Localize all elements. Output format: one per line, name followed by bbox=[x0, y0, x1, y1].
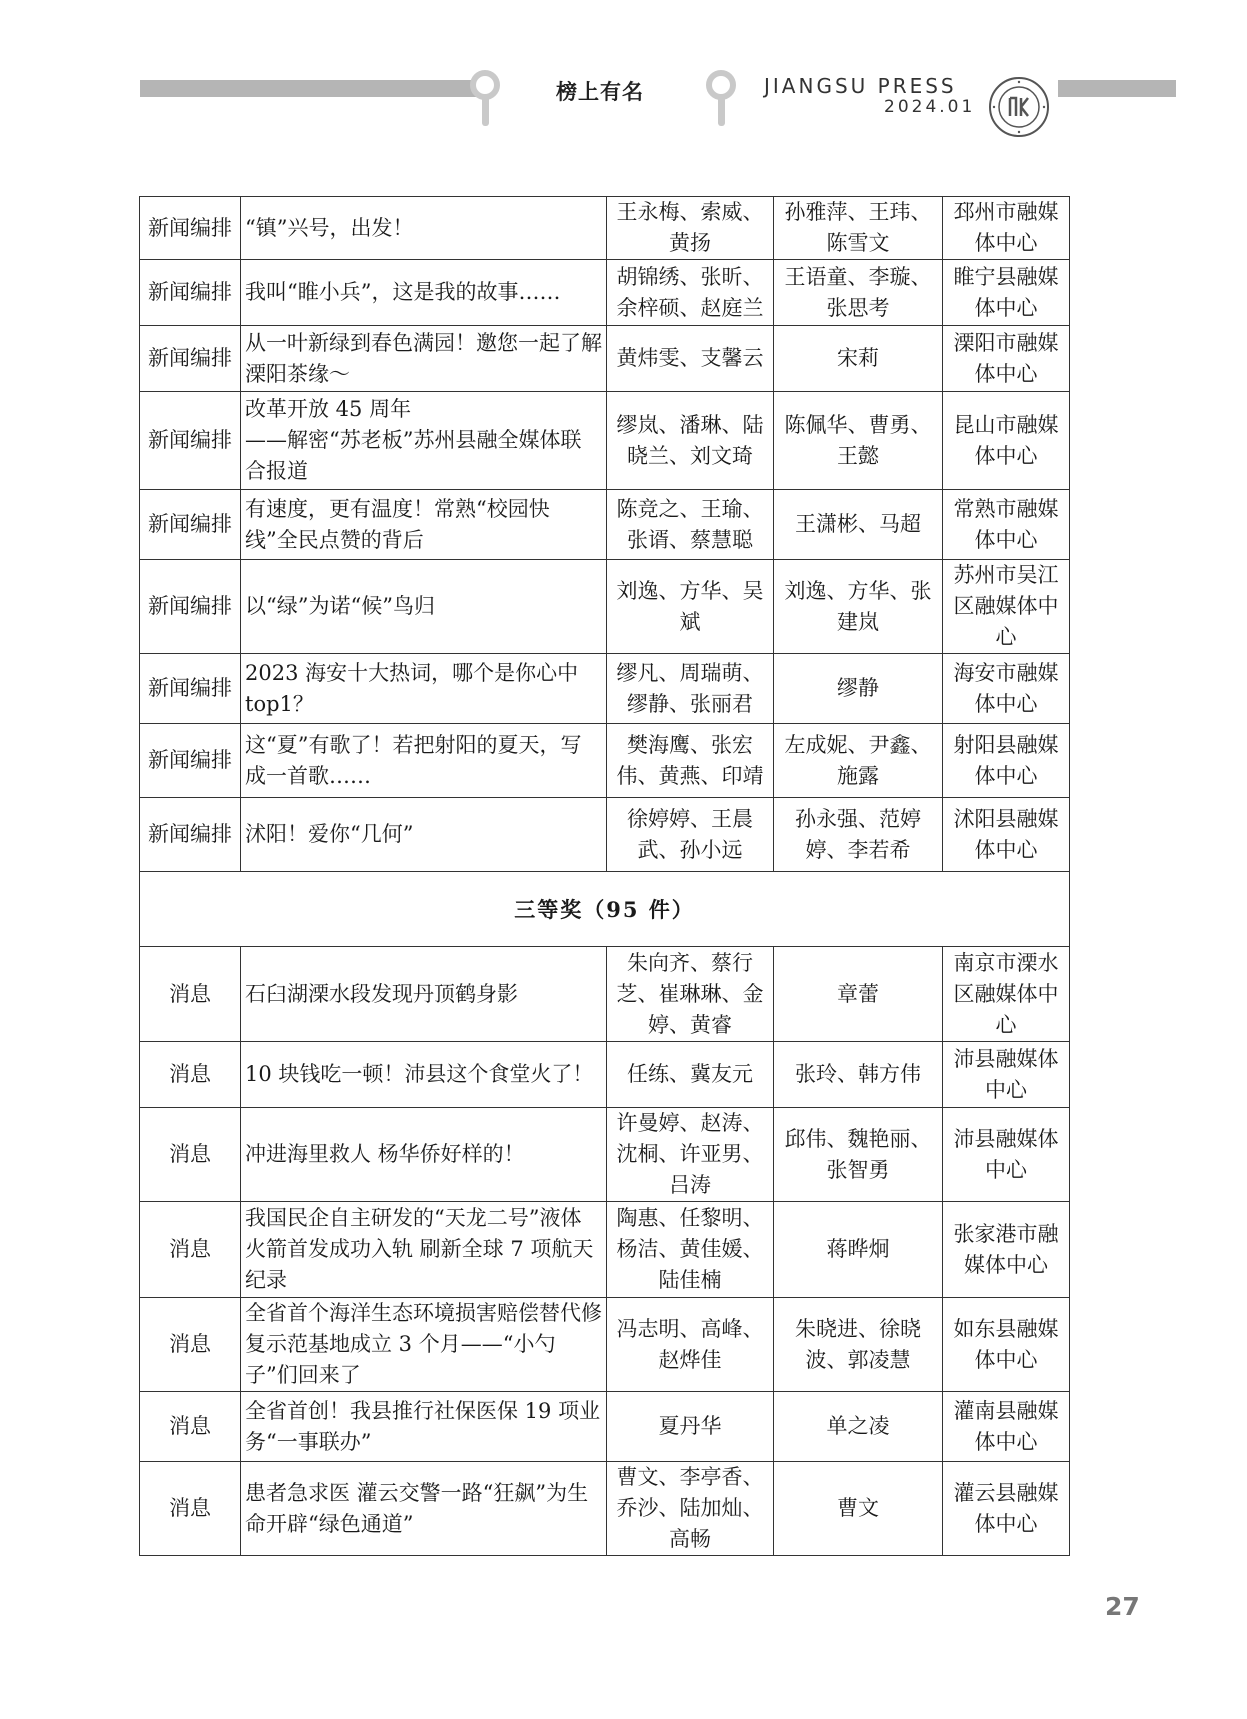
table-row bbox=[140, 1042, 1070, 1108]
cell-unit: 如东县融媒体中心 bbox=[943, 1298, 1070, 1392]
table-row bbox=[140, 1462, 1070, 1556]
awards-table-bottom bbox=[140, 947, 1070, 1556]
awards-table-top bbox=[140, 197, 1070, 872]
header-rule-right bbox=[1058, 80, 1176, 97]
awards-table bbox=[139, 196, 1070, 1556]
cell-title: 全省首创！我县推行社保医保 19 项业务“一事联办” bbox=[241, 1392, 607, 1462]
cell-category: 新闻编排 bbox=[140, 392, 241, 490]
cell-authors: 夏丹华 bbox=[607, 1392, 774, 1462]
cell-title: 从一叶新绿到春色满园！邀您一起了解溧阳茶缘～ bbox=[241, 326, 607, 392]
cell-authors: 陈竞之、王瑜、张谞、蔡慧聪 bbox=[607, 490, 774, 560]
cell-title: 患者急求医 灌云交警一路“狂飙”为生命开辟“绿色通道” bbox=[241, 1462, 607, 1556]
cell-unit: 沭阳县融媒体中心 bbox=[943, 798, 1070, 872]
cell-authors: 刘逸、方华、吴斌 bbox=[607, 560, 774, 654]
issue-date: 2024.01 bbox=[884, 97, 976, 117]
cell-editors: 陈佩华、曹勇、王懿 bbox=[774, 392, 943, 490]
cell-title: 10 块钱吃一顿！沛县这个食堂火了！ bbox=[241, 1042, 607, 1108]
cell-editors: 蒋晔炯 bbox=[774, 1202, 943, 1298]
cell-category: 消息 bbox=[140, 1202, 241, 1298]
section-heading-row bbox=[140, 872, 1070, 947]
cell-editors: 孙雅萍、王玮、陈雪文 bbox=[774, 197, 943, 260]
cell-unit: 射阳县融媒体中心 bbox=[943, 724, 1070, 798]
cell-title: 我国民企自主研发的“天龙二号”液体火箭首发成功入轨 刷新全球 7 项航天纪录 bbox=[241, 1202, 607, 1298]
cell-editors: 王潇彬、马超 bbox=[774, 490, 943, 560]
cell-category: 消息 bbox=[140, 1108, 241, 1202]
cell-category: 消息 bbox=[140, 1042, 241, 1108]
cell-category: 新闻编排 bbox=[140, 197, 241, 260]
cell-category: 新闻编排 bbox=[140, 798, 241, 872]
cell-authors: 樊海鹰、张宏伟、黄燕、印靖 bbox=[607, 724, 774, 798]
cell-authors: 王永梅、索威、黄扬 bbox=[607, 197, 774, 260]
cell-category: 消息 bbox=[140, 1462, 241, 1556]
press-name: JIANGSU PRESS bbox=[764, 74, 957, 98]
cell-unit: 睢宁县融媒体中心 bbox=[943, 260, 1070, 326]
table-row bbox=[140, 197, 1070, 260]
cell-editors: 单之凌 bbox=[774, 1392, 943, 1462]
cell-editors: 宋莉 bbox=[774, 326, 943, 392]
table-row bbox=[140, 560, 1070, 654]
cell-authors: 黄炜雯、支馨云 bbox=[607, 326, 774, 392]
cell-authors: 曹文、李亭香、乔沙、陆加灿、高畅 bbox=[607, 1462, 774, 1556]
cell-authors: 缪凡、周瑞萌、缪静、张丽君 bbox=[607, 654, 774, 724]
cell-unit: 海安市融媒体中心 bbox=[943, 654, 1070, 724]
cell-editors: 章蕾 bbox=[774, 947, 943, 1042]
cell-title: 以“绿”为诺“候”鸟归 bbox=[241, 560, 607, 654]
table-row bbox=[140, 1108, 1070, 1202]
cell-unit: 沛县融媒体中心 bbox=[943, 1042, 1070, 1108]
cell-authors: 朱向齐、蔡行芝、崔琳琳、金婷、黄睿 bbox=[607, 947, 774, 1042]
cell-title: 改革开放 45 周年 ——解密“苏老板”苏州县融全媒体联合报道 bbox=[241, 392, 607, 490]
cell-editors: 缪静 bbox=[774, 654, 943, 724]
pin-icon bbox=[470, 70, 500, 126]
cell-editors: 曹文 bbox=[774, 1462, 943, 1556]
table-row bbox=[140, 654, 1070, 724]
cell-editors: 朱晓进、徐晓波、郭凌慧 bbox=[774, 1298, 943, 1392]
header-rule-left bbox=[140, 80, 480, 97]
cell-title: 2023 海安十大热词，哪个是你心中 top1？ bbox=[241, 654, 607, 724]
cell-title: 我叫“睢小兵”，这是我的故事…… bbox=[241, 260, 607, 326]
cell-editors: 左成妮、尹鑫、施露 bbox=[774, 724, 943, 798]
cell-unit: 溧阳市融媒体中心 bbox=[943, 326, 1070, 392]
cell-title: 沭阳！爱你“几何” bbox=[241, 798, 607, 872]
cell-authors: 胡锦绣、张昕、余梓硕、赵庭兰 bbox=[607, 260, 774, 326]
cell-title: 全省首个海洋生态环境损害赔偿替代修复示范基地成立 3 个月——“小勺子”们回来了 bbox=[241, 1298, 607, 1392]
cell-editors: 王语童、李璇、张思考 bbox=[774, 260, 943, 326]
cell-category: 消息 bbox=[140, 947, 241, 1042]
cell-title: “镇”兴号，出发！ bbox=[241, 197, 607, 260]
cell-unit: 灌云县融媒体中心 bbox=[943, 1462, 1070, 1556]
cell-authors: 许曼婷、赵涛、沈桐、许亚男、吕涛 bbox=[607, 1108, 774, 1202]
table-row bbox=[140, 326, 1070, 392]
cell-editors: 邱伟、魏艳丽、张智勇 bbox=[774, 1108, 943, 1202]
section-title: 榜上有名 bbox=[556, 80, 644, 104]
table-row bbox=[140, 724, 1070, 798]
cell-category: 新闻编排 bbox=[140, 490, 241, 560]
cell-title: 冲进海里救人 杨华侨好样的！ bbox=[241, 1108, 607, 1202]
cell-category: 新闻编排 bbox=[140, 326, 241, 392]
cell-unit: 邳州市融媒体中心 bbox=[943, 197, 1070, 260]
section-heading: 三等奖（95 件） bbox=[140, 872, 1070, 947]
cell-title: 有速度，更有温度！常熟“校园快线”全民点赞的背后 bbox=[241, 490, 607, 560]
cell-authors: 陶惠、任黎明、杨洁、黄佳媛、陆佳楠 bbox=[607, 1202, 774, 1298]
cell-category: 新闻编排 bbox=[140, 654, 241, 724]
press-seal-logo bbox=[988, 76, 1050, 138]
cell-title: 石臼湖溧水段发现丹顶鹤身影 bbox=[241, 947, 607, 1042]
cell-authors: 任练、冀友元 bbox=[607, 1042, 774, 1108]
cell-unit: 沛县融媒体中心 bbox=[943, 1108, 1070, 1202]
cell-authors: 徐婷婷、王晨武、孙小远 bbox=[607, 798, 774, 872]
cell-editors: 刘逸、方华、张建岚 bbox=[774, 560, 943, 654]
cell-unit: 南京市溧水区融媒体中心 bbox=[943, 947, 1070, 1042]
table-row bbox=[140, 798, 1070, 872]
cell-category: 新闻编排 bbox=[140, 724, 241, 798]
page-number: 27 bbox=[1105, 1592, 1140, 1621]
cell-unit: 昆山市融媒体中心 bbox=[943, 392, 1070, 490]
cell-unit: 苏州市吴江区融媒体中心 bbox=[943, 560, 1070, 654]
cell-authors: 缪岚、潘琳、陆晓兰、刘文琦 bbox=[607, 392, 774, 490]
table-row bbox=[140, 490, 1070, 560]
cell-category: 消息 bbox=[140, 1298, 241, 1392]
table-row bbox=[140, 392, 1070, 490]
cell-category: 消息 bbox=[140, 1392, 241, 1462]
cell-editors: 张玲、韩方伟 bbox=[774, 1042, 943, 1108]
table-row bbox=[140, 1202, 1070, 1298]
table-row bbox=[140, 1392, 1070, 1462]
table-row bbox=[140, 947, 1070, 1042]
table-row bbox=[140, 1298, 1070, 1392]
cell-category: 新闻编排 bbox=[140, 560, 241, 654]
cell-unit: 常熟市融媒体中心 bbox=[943, 490, 1070, 560]
table-row bbox=[140, 260, 1070, 326]
cell-editors: 孙永强、范婷婷、李若希 bbox=[774, 798, 943, 872]
cell-unit: 张家港市融媒体中心 bbox=[943, 1202, 1070, 1298]
cell-title: 这“夏”有歌了！若把射阳的夏天，写成一首歌…… bbox=[241, 724, 607, 798]
cell-category: 新闻编排 bbox=[140, 260, 241, 326]
pin-icon bbox=[706, 70, 736, 126]
cell-unit: 灌南县融媒体中心 bbox=[943, 1392, 1070, 1462]
cell-authors: 冯志明、高峰、赵烨佳 bbox=[607, 1298, 774, 1392]
